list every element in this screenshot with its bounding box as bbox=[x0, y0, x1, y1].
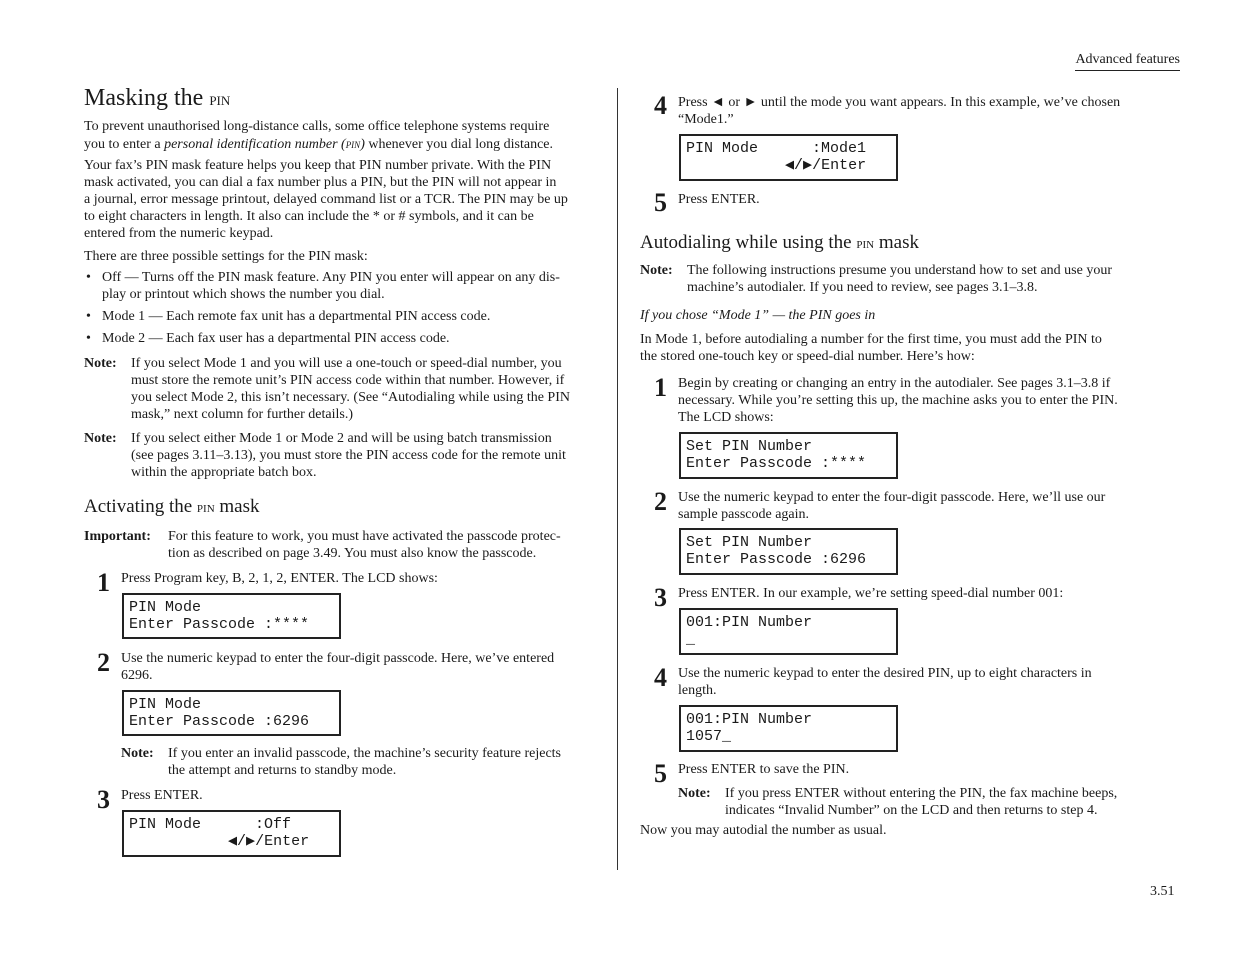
step-r2-text bbox=[678, 489, 1178, 523]
note-line: If you select either Mode 1 or Mode 2 and will be using batch transmission bbox=[131, 431, 552, 446]
step-5-text: Press ENTER. bbox=[678, 192, 760, 207]
intro-pin: pin bbox=[345, 136, 361, 151]
heading-text: Autodialing while using the bbox=[640, 232, 857, 253]
important-line: For this feature to work, you must have activated the passcode protec- bbox=[168, 529, 561, 544]
lcd-line: Enter Passcode :6296 bbox=[129, 713, 310, 730]
paragraph-line: mask activated, you can dial a fax number plus a PIN, but the PIN will not appear in bbox=[84, 175, 557, 190]
note-line: The following instructions presume you understand how to set and use your bbox=[687, 263, 1112, 278]
lcd-line: PIN Mode :Mode1 bbox=[686, 140, 867, 157]
note-invalid-passcode bbox=[121, 745, 601, 779]
bullet-mark: • bbox=[86, 309, 91, 324]
step-line: Press ◄ or ► until the mode you want appears. In this example, we’ve chosen bbox=[678, 95, 1121, 110]
lcd-line: Enter Passcode :6296 bbox=[686, 551, 867, 568]
step-line: “Mode1.” bbox=[678, 112, 734, 127]
lcd-line: Enter Passcode :**** bbox=[129, 616, 310, 633]
step-line: Use the numeric keypad to enter the four-digit passcode. Here, we’ve entered bbox=[121, 651, 555, 666]
note-line: If you enter an invalid passcode, the machine’s security feature rejects bbox=[168, 746, 562, 761]
important-line: tion as described on page 3.49. You must also know the passcode. bbox=[168, 546, 537, 561]
note-line: (see pages 3.11–3.13), you must store the PIN access code for the remote unit bbox=[131, 448, 566, 463]
step-line: 6296. bbox=[121, 668, 153, 683]
important-body bbox=[168, 528, 561, 562]
step-r4-text bbox=[678, 665, 1178, 699]
step-1-text: Press Program key, B, 2, 1, 2, ENTER. The LCD shows: bbox=[121, 571, 438, 586]
step-r5-text: Press ENTER to save the PIN. bbox=[678, 762, 850, 777]
autodialing-heading bbox=[640, 232, 919, 255]
running-header: Advanced features bbox=[1075, 52, 1180, 71]
lcd-line: Set PIN Number bbox=[686, 438, 813, 455]
step-4-text bbox=[678, 94, 1178, 128]
note-label: Note: bbox=[640, 263, 673, 278]
step-number: 2 bbox=[654, 487, 667, 516]
heading-text: mask bbox=[214, 496, 260, 517]
title-text: Masking the bbox=[84, 85, 210, 111]
note-label: Note: bbox=[84, 356, 117, 371]
note-label: Note: bbox=[121, 746, 154, 761]
bullet-mark: • bbox=[86, 270, 91, 285]
paragraph-line: Your fax’s PIN mask feature helps you keep that PIN number private. With the PIN bbox=[84, 158, 552, 173]
lcd-display-6 bbox=[679, 528, 898, 575]
lcd-line: Set PIN Number bbox=[686, 534, 813, 551]
step-3-text: Press ENTER. bbox=[121, 788, 203, 803]
lcd-display-2 bbox=[122, 690, 341, 736]
paragraph-line: a journal, error message printout, delayed command list or a TCR. The PIN may be up bbox=[84, 192, 568, 207]
lcd-line: PIN Mode bbox=[129, 599, 202, 616]
bullet-list bbox=[84, 269, 604, 347]
bullet-item-mode2 bbox=[84, 330, 604, 347]
step-line: Use the numeric keypad to enter the desired PIN, up to eight characters in bbox=[678, 666, 1092, 681]
note-label: Note: bbox=[678, 786, 711, 801]
lcd-display-8 bbox=[679, 705, 898, 752]
step-number: 5 bbox=[654, 188, 667, 217]
note-line: you select Mode 2, this isn’t necessary. (See “Autodialing while using the PIN bbox=[131, 390, 570, 405]
note-invalid-number bbox=[678, 785, 1178, 819]
step-line: sample passcode again. bbox=[678, 507, 810, 522]
step-line: The LCD shows: bbox=[678, 410, 774, 425]
lcd-line: ◀/▶/Enter bbox=[686, 157, 867, 174]
note-line: If you press ENTER without entering the PIN, the fax machine beeps, bbox=[725, 786, 1118, 801]
bullet-line: Mode 2 — Each fax user has a departmental PIN access code. bbox=[102, 331, 450, 346]
note-line: mask,” next column for further details.) bbox=[131, 407, 353, 422]
intro-italic: ) bbox=[360, 137, 365, 152]
lcd-display-3 bbox=[122, 810, 341, 857]
paragraph-line: In Mode 1, before autodialing a number for the first time, you must add the PIN to bbox=[640, 332, 1102, 347]
step-r3-text: Press ENTER. In our example, we’re setting speed-dial number 001: bbox=[678, 586, 1064, 601]
bullet-item-mode1 bbox=[84, 308, 604, 325]
closing-text: Now you may autodial the number as usual. bbox=[640, 823, 887, 838]
paragraph-line: entered from the numeric keypad. bbox=[84, 226, 274, 241]
lcd-display-7 bbox=[679, 608, 898, 655]
step-number: 3 bbox=[97, 785, 110, 814]
step-line: Use the numeric keypad to enter the four-digit passcode. Here, we’ll use our bbox=[678, 490, 1106, 505]
mode1-paragraph bbox=[640, 331, 1180, 365]
note-body bbox=[131, 355, 570, 423]
bullet-line: Mode 1 — Each remote fax unit has a departmental PIN access code. bbox=[102, 309, 491, 324]
note-batch bbox=[84, 430, 604, 481]
lcd-line: 001:PIN Number bbox=[686, 614, 813, 631]
step-number: 5 bbox=[654, 759, 667, 788]
note-body bbox=[168, 745, 561, 779]
lcd-line: 001:PIN Number bbox=[686, 711, 813, 728]
lcd-line: PIN Mode bbox=[129, 696, 202, 713]
lcd-display-5 bbox=[679, 432, 898, 479]
step-number: 3 bbox=[654, 583, 667, 612]
note-line: indicates “Invalid Number” on the LCD and then returns to step 4. bbox=[725, 803, 1098, 818]
heading-text: Activating the bbox=[84, 496, 197, 517]
note-body bbox=[131, 430, 566, 481]
bullet-line: play or printout which shows the number you dial. bbox=[102, 287, 385, 302]
lcd-line: _ bbox=[686, 631, 696, 648]
pin-mask-paragraph bbox=[84, 157, 604, 242]
intro-line: To prevent unauthorised long-distance calls, some office telephone systems require bbox=[84, 119, 550, 134]
lcd-line: Enter Passcode :**** bbox=[686, 455, 867, 472]
bullet-mark: • bbox=[86, 331, 91, 346]
lcd-line: PIN Mode :Off bbox=[129, 816, 292, 833]
intro-text: whenever you dial long distance. bbox=[364, 137, 554, 152]
lcd-display-4 bbox=[679, 134, 898, 181]
heading-text: mask bbox=[874, 232, 919, 253]
column-divider bbox=[617, 88, 618, 870]
note-body bbox=[687, 262, 1112, 296]
important-label: Important: bbox=[84, 529, 151, 544]
bullet-item-off bbox=[84, 269, 604, 303]
intro-paragraph bbox=[84, 118, 604, 153]
bullet-line: Off — Turns off the PIN mask feature. Any PIN you enter will appear on any dis- bbox=[102, 270, 560, 285]
heading-pin: pin bbox=[196, 500, 215, 516]
note-autodialer bbox=[640, 262, 1180, 296]
step-line: Begin by creating or changing an entry in the autodialer. See pages 3.1–3.8 if bbox=[678, 376, 1111, 391]
step-line: necessary. While you’re setting this up, the machine asks you to enter the PIN. bbox=[678, 393, 1118, 408]
note-line: within the appropriate batch box. bbox=[131, 465, 317, 480]
note-line: machine’s autodialer. If you need to review, see pages 3.1–3.8. bbox=[687, 280, 1038, 295]
note-body bbox=[725, 785, 1117, 819]
step-number: 1 bbox=[654, 373, 667, 402]
note-line: must store the remote unit’s PIN access code within that number. However, if bbox=[131, 373, 565, 388]
intro-line bbox=[84, 135, 604, 153]
step-number: 1 bbox=[97, 568, 110, 597]
step-2-text bbox=[121, 650, 601, 684]
step-r1-text bbox=[678, 375, 1178, 426]
heading-pin: pin bbox=[856, 236, 875, 252]
intro-italic: personal identification number ( bbox=[164, 137, 346, 152]
note-line: the attempt and returns to standby mode. bbox=[168, 763, 397, 778]
note-mode1 bbox=[84, 355, 604, 423]
step-number: 4 bbox=[654, 663, 667, 692]
activating-heading bbox=[84, 496, 260, 519]
step-number: 4 bbox=[654, 91, 667, 120]
step-line: length. bbox=[678, 683, 717, 698]
mode1-subheading: If you chose “Mode 1” — the PIN goes in bbox=[640, 308, 876, 323]
intro-text: you to enter a bbox=[84, 137, 165, 152]
page-number: 3.51 bbox=[1150, 884, 1175, 899]
lcd-line: ◀/▶/Enter bbox=[129, 833, 310, 850]
important-note bbox=[84, 528, 604, 562]
section-title bbox=[84, 84, 230, 114]
lcd-display-1 bbox=[122, 593, 341, 639]
lcd-line: 1057_ bbox=[686, 728, 732, 745]
title-pin: pin bbox=[209, 89, 231, 110]
note-line: If you select Mode 1 and you will use a one-touch or speed-dial number, you bbox=[131, 356, 562, 371]
settings-intro: There are three possible settings for the PIN mask: bbox=[84, 249, 368, 264]
paragraph-line: the stored one-touch key or speed-dial number. Here’s how: bbox=[640, 349, 975, 364]
paragraph-line: to eight characters in length. It also can include the * or # symbols, and it can be bbox=[84, 209, 534, 224]
step-number: 2 bbox=[97, 648, 110, 677]
note-label: Note: bbox=[84, 431, 117, 446]
